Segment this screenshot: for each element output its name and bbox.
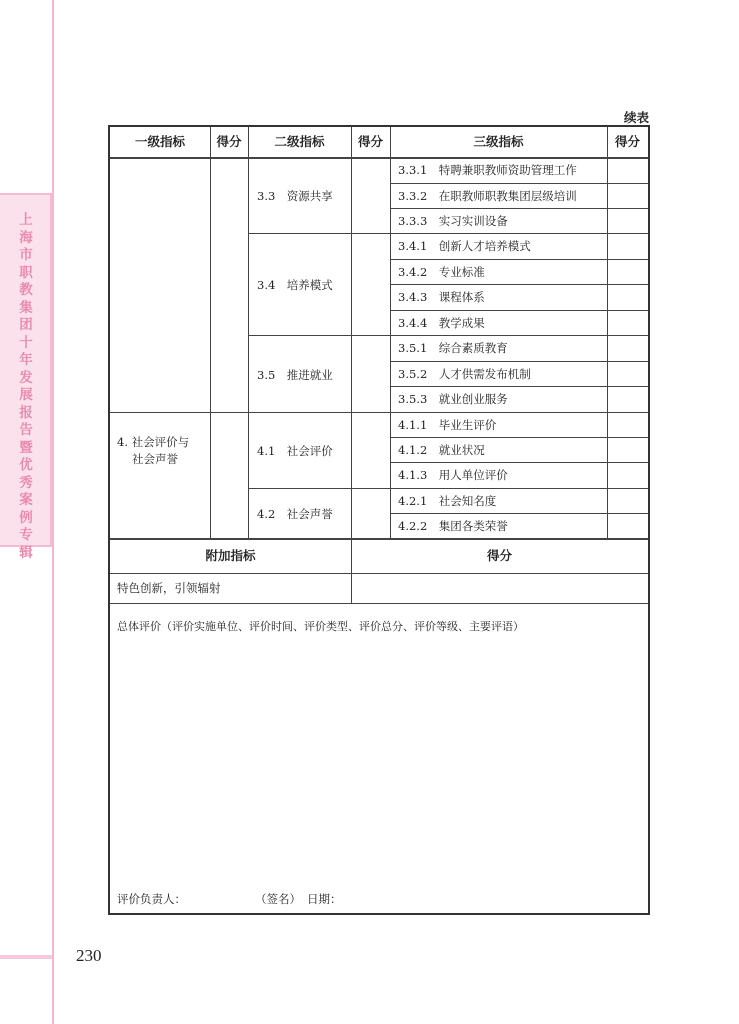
row-rule: [390, 183, 648, 184]
level3-label: 4.2.1 社会知名度: [398, 494, 497, 508]
level3-label: 3.3.1 特聘兼职教师资助管理工作: [398, 163, 577, 177]
level3-label: 3.4.4 教学成果: [398, 316, 485, 330]
row-rule: [390, 437, 648, 438]
extra-header-score: 得分: [486, 548, 512, 563]
evaluation-table: [108, 125, 650, 915]
group-rule: [248, 488, 648, 489]
level2-label: 3.4 培养模式: [257, 278, 333, 292]
header-score2: 得分: [357, 134, 383, 149]
level3-label: 3.4.1 创新人才培养模式: [398, 239, 531, 253]
level2-label: 3.5 推进就业: [257, 368, 333, 382]
date-label: 日期：: [307, 892, 342, 906]
col-rule: [351, 127, 352, 538]
main-table-bottom: [110, 538, 648, 540]
extra-header-label: 附加指标: [205, 548, 256, 563]
level2-label: 3.3 资源共享: [257, 189, 333, 203]
header-rule: [110, 157, 648, 159]
level2-label: 4.2 社会声誉: [257, 507, 333, 521]
row-rule: [390, 386, 648, 387]
row-rule: [390, 361, 648, 362]
continued-label: 续表: [624, 110, 650, 125]
page-number: 230: [76, 946, 102, 965]
row-rule: [390, 208, 648, 209]
level3-label: 3.4.3 课程体系: [398, 290, 485, 304]
signer-label: 评价负责人：: [117, 892, 186, 906]
level3-label: 3.3.2 在职教师职教集团层级培训: [398, 189, 577, 203]
header-level3: 三级指标: [473, 134, 524, 149]
col-rule: [607, 127, 608, 538]
page-number-bar: [0, 955, 52, 959]
extra-row-rule: [110, 603, 648, 604]
level3-label: 4.2.2 集团各类荣誉: [398, 519, 508, 533]
level1-label: 4. 社会评价与: [117, 435, 190, 449]
level1-label: 社会声誉: [132, 452, 178, 466]
overall-label: 总体评价（评价实施单位、评价时间、评价类型、评价总分、评价等级、主要评语）: [117, 620, 524, 633]
col-rule: [210, 127, 211, 538]
row-rule: [390, 462, 648, 463]
level2-label: 4.1 社会评价: [257, 444, 333, 458]
row-rule: [390, 284, 648, 285]
level3-label: 3.4.2 专业标准: [398, 265, 485, 279]
level3-label: 3.5.1 综合素质教育: [398, 341, 508, 355]
row-rule: [390, 513, 648, 514]
level3-label: 3.5.2 人才供需发布机制: [398, 367, 531, 381]
level3-label: 4.1.2 就业状况: [398, 443, 485, 457]
row-rule: [390, 259, 648, 260]
row-rule: [390, 310, 648, 311]
extra-header-rule: [110, 573, 648, 574]
col-rule: [390, 127, 391, 538]
header-level1: 一级指标: [134, 134, 185, 149]
col-rule: [248, 127, 249, 538]
header-level2: 二级指标: [274, 134, 325, 149]
level3-label: 3.5.3 就业创业服务: [398, 392, 508, 406]
group-rule: [248, 335, 648, 336]
sidebar-title: 上海市职教集团十年发展报告暨优秀案例专辑: [19, 212, 33, 561]
header-score1: 得分: [216, 134, 242, 149]
level3-label: 4.1.1 毕业生评价: [398, 418, 497, 432]
level3-label: 4.1.3 用人单位评价: [398, 468, 508, 482]
group-rule: [248, 233, 648, 234]
sign-label: （签名）: [255, 892, 301, 906]
header-score3: 得分: [614, 134, 640, 149]
margin-rule: [52, 0, 54, 1024]
extra-item-label: 特色创新，引领辐射: [117, 581, 221, 595]
section-rule: [110, 412, 648, 413]
level3-label: 3.3.3 实习实训设备: [398, 214, 508, 228]
